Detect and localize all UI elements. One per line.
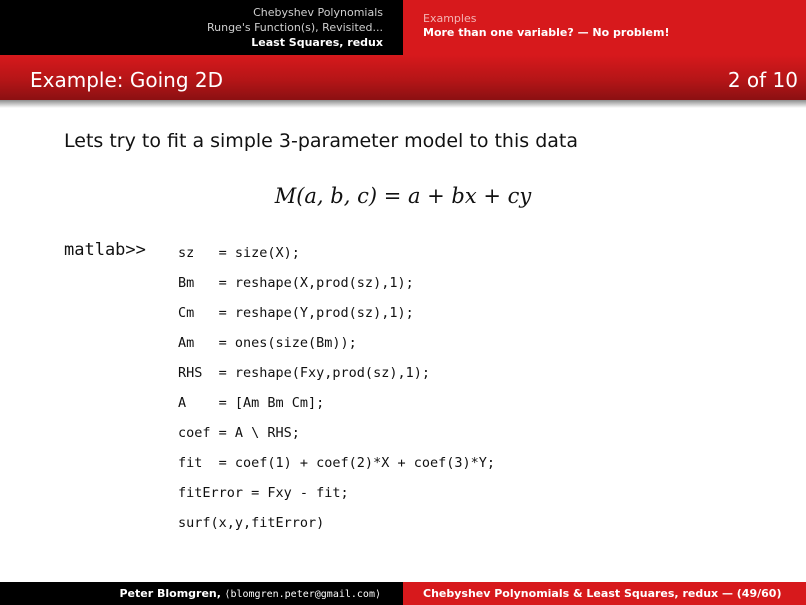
nav-section-runge[interactable]: Runge's Function(s), Revisited... bbox=[206, 21, 383, 34]
code-line: fitError = Fxy - fit; bbox=[178, 485, 349, 501]
nav-subsection-examples[interactable]: Examples bbox=[423, 12, 477, 25]
frame-title-bar bbox=[0, 55, 806, 100]
code-line: Am = ones(size(Bm)); bbox=[178, 335, 357, 351]
title-bar-shadow bbox=[0, 100, 806, 108]
footer-author-panel bbox=[0, 582, 403, 605]
frame-title: Example: Going 2D bbox=[30, 68, 224, 92]
footer-author-name: Peter Blomgren, bbox=[119, 587, 221, 600]
matlab-prompt: matlab>> bbox=[64, 240, 146, 260]
subsection-nav bbox=[403, 0, 806, 55]
footer-author-email: ⟨blomgren.peter@gmail.com⟩ bbox=[224, 589, 381, 600]
section-nav bbox=[0, 0, 403, 55]
frame-counter: 2 of 10 bbox=[727, 68, 798, 92]
footer bbox=[0, 582, 806, 605]
code-line: RHS = reshape(Fxy,prod(sz),1); bbox=[178, 365, 430, 381]
footer-talk-title: Chebyshev Polynomials & Least Squares, redux — (49/60) bbox=[423, 587, 782, 600]
code-line: Bm = reshape(X,prod(sz),1); bbox=[178, 275, 414, 291]
nav-section-chebyshev[interactable]: Chebyshev Polynomials bbox=[253, 6, 383, 19]
footer-title-panel bbox=[403, 582, 806, 605]
model-formula: M(a, b, c) = a + bx + cy bbox=[274, 184, 532, 208]
code-line: coef = A \ RHS; bbox=[178, 425, 300, 441]
code-line: fit = coef(1) + coef(2)*X + coef(3)*Y; bbox=[178, 455, 495, 471]
intro-text: Lets try to fit a simple 3-parameter model to this data bbox=[64, 130, 578, 152]
code-line: surf(x,y,fitError) bbox=[178, 515, 325, 531]
code-line: sz = size(X); bbox=[178, 245, 300, 261]
code-line: A = [Am Bm Cm]; bbox=[178, 395, 325, 411]
navigation-header bbox=[0, 0, 806, 55]
nav-subsection-more-variables[interactable]: More than one variable? — No problem! bbox=[423, 26, 670, 39]
code-line: Cm = reshape(Y,prod(sz),1); bbox=[178, 305, 414, 321]
nav-section-least-squares[interactable]: Least Squares, redux bbox=[251, 36, 383, 49]
